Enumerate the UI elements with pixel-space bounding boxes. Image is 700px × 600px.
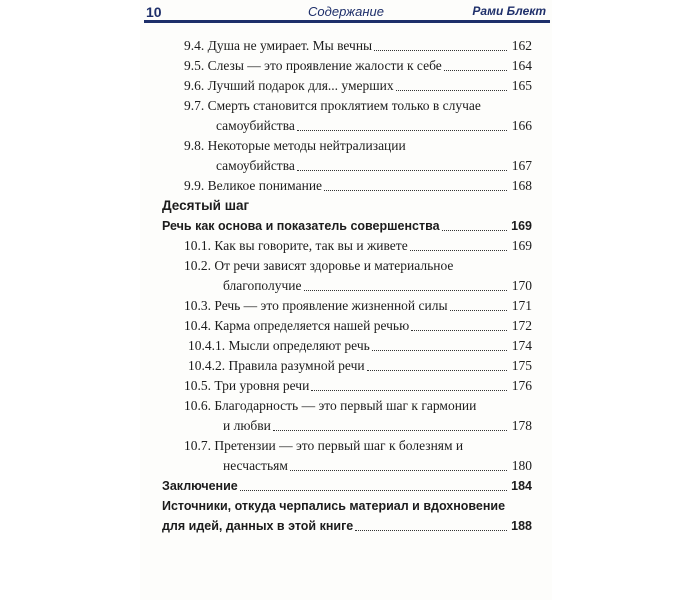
toc-page-number: 184 xyxy=(511,479,532,493)
toc-entry[interactable] xyxy=(140,376,552,396)
dot-leader xyxy=(367,370,507,371)
toc-entry-title: 10.5. Три уровня речи xyxy=(184,378,310,393)
section-title: Содержание xyxy=(308,4,384,19)
toc-entry-title: 10.6. Благодарность — это первый шаг к гармонии xyxy=(184,398,477,413)
toc-page-number: 164 xyxy=(511,58,532,73)
toc-entry-title: Заключение xyxy=(162,479,238,493)
toc-page-number: 169 xyxy=(511,219,532,233)
dot-leader xyxy=(311,390,507,391)
toc-entry-title: Источники, откуда черпались материал и вдохновение xyxy=(162,499,506,513)
header-rule xyxy=(144,20,550,23)
toc-page-number: 165 xyxy=(511,78,532,93)
toc-page-number: 169 xyxy=(511,238,532,253)
toc-entry-title: 10.7. Претензии — это первый шаг к болезням и xyxy=(184,438,464,453)
toc-entry-title: Речь как основа и показатель совершенства xyxy=(162,219,440,233)
toc-page-number: 171 xyxy=(511,298,532,313)
dot-leader xyxy=(372,350,507,351)
dot-leader xyxy=(442,230,507,231)
toc-entry[interactable] xyxy=(140,36,552,56)
toc-entry-title: 10.1. Как вы говорите, так вы и живете xyxy=(184,238,408,253)
toc-entry[interactable] xyxy=(140,436,552,476)
toc-entry[interactable] xyxy=(140,356,552,376)
toc-entry[interactable] xyxy=(140,476,552,496)
toc-entry-title: 9.4. Душа не умирает. Мы вечны xyxy=(184,38,373,53)
dot-leader xyxy=(396,90,507,91)
toc-entry-title: 9.6. Лучший подарок для... умерших xyxy=(184,78,394,93)
toc-page-number: 176 xyxy=(511,378,532,393)
dot-leader xyxy=(290,470,507,471)
toc-page-number: 170 xyxy=(511,278,532,293)
toc-entry-title: 9.5. Слезы — это проявление жалости к себе xyxy=(184,58,442,73)
toc-entry-title-continued: самоубийства xyxy=(216,158,295,173)
toc-entry[interactable] xyxy=(140,236,552,256)
toc-entry-title-continued: несчастьям xyxy=(223,458,288,473)
dot-leader xyxy=(273,430,507,431)
toc-entry[interactable] xyxy=(140,396,552,436)
toc-page-number: 175 xyxy=(511,358,532,373)
dot-leader xyxy=(450,310,507,311)
toc-entry[interactable] xyxy=(140,496,552,536)
dot-leader xyxy=(355,530,507,531)
table-of-contents xyxy=(140,36,552,536)
dot-leader xyxy=(297,130,507,131)
toc-entry-title: 10.4. Карма определяется нашей речью xyxy=(184,318,410,333)
toc-entry[interactable] xyxy=(140,136,552,176)
toc-entry[interactable] xyxy=(140,96,552,136)
toc-heading: Десятый шаг xyxy=(162,198,250,213)
toc-page-number: 178 xyxy=(511,418,532,433)
toc-entry[interactable] xyxy=(140,76,552,96)
dot-leader xyxy=(240,490,507,491)
toc-page-number: 167 xyxy=(511,158,532,173)
dot-leader xyxy=(374,50,507,51)
dot-leader xyxy=(297,170,507,171)
toc-entry[interactable] xyxy=(140,176,552,196)
toc-page-number: 162 xyxy=(511,38,532,53)
toc-page-number: 188 xyxy=(511,519,532,533)
toc-page-number: 174 xyxy=(511,338,532,353)
toc-page-number: 166 xyxy=(511,118,532,133)
toc-entry-title-continued: благополучие xyxy=(223,278,302,293)
toc-entry-title: 10.4.1. Мысли определяют речь xyxy=(188,338,370,353)
toc-entry-title: 9.7. Смерть становится проклятием только в случае xyxy=(184,98,481,113)
page-number: 10 xyxy=(146,4,162,20)
toc-entry[interactable] xyxy=(140,316,552,336)
toc-entry[interactable] xyxy=(140,56,552,76)
book-page xyxy=(140,0,552,600)
toc-entry-title-continued: самоубийства xyxy=(216,118,295,133)
toc-entry-title-continued: и любви xyxy=(223,418,271,433)
toc-entry-title-continued: для идей, данных в этой книге xyxy=(162,519,354,533)
toc-entry[interactable] xyxy=(140,256,552,296)
toc-entry-title: 9.8. Некоторые методы нейтрализации xyxy=(184,138,406,153)
toc-entry[interactable] xyxy=(140,296,552,316)
toc-entry[interactable] xyxy=(140,336,552,356)
toc-page-number: 168 xyxy=(511,178,532,193)
toc-page-number: 172 xyxy=(511,318,532,333)
toc-entry-title: 10.2. От речи зависят здоровье и материальное xyxy=(184,258,454,273)
toc-entry-title: 10.3. Речь — это проявление жизненной силы xyxy=(184,298,448,313)
toc-entry-title: 9.9. Великое понимание xyxy=(184,178,323,193)
dot-leader xyxy=(410,250,507,251)
dot-leader xyxy=(411,330,507,331)
toc-entry-title: 10.4.2. Правила разумной речи xyxy=(188,358,365,373)
dot-leader xyxy=(304,290,507,291)
author-name: Рами Блект xyxy=(472,4,546,18)
dot-leader xyxy=(324,190,507,191)
toc-page-number: 180 xyxy=(511,458,532,473)
dot-leader xyxy=(444,70,507,71)
toc-entry[interactable] xyxy=(140,216,552,236)
